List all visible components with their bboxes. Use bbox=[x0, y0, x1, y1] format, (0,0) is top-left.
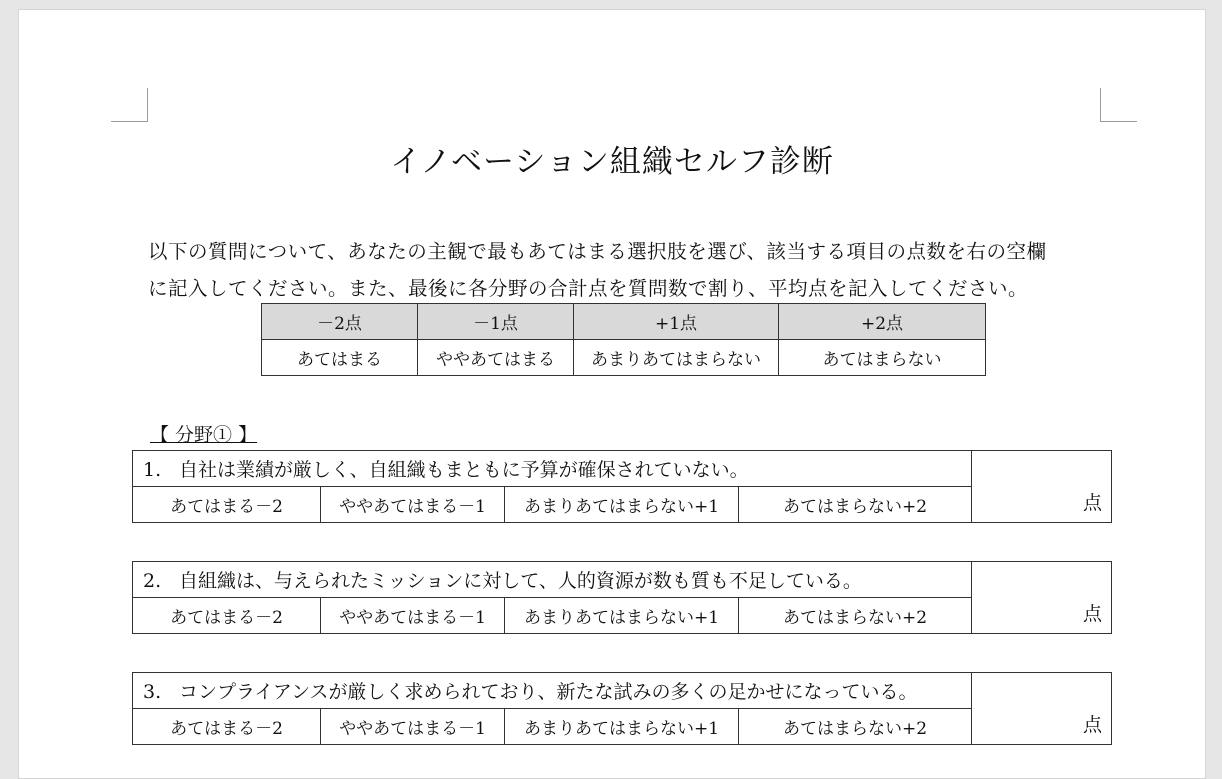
option-cell: あまりあてはまらない+1 bbox=[505, 487, 739, 523]
instructions-paragraph bbox=[148, 233, 1128, 307]
document-title: イノベーション組織セルフ診断 bbox=[390, 144, 834, 180]
section-heading: 【 分野① 】 bbox=[150, 424, 258, 446]
question-row bbox=[133, 562, 1112, 598]
options-row bbox=[133, 487, 1112, 523]
score-unit: 点 bbox=[1082, 603, 1102, 625]
legend-point: +2点 bbox=[779, 304, 986, 340]
document-page bbox=[18, 9, 1206, 779]
legend-point: －1点 bbox=[418, 304, 574, 340]
option-cell: ややあてはまる－1 bbox=[321, 598, 505, 634]
question-table bbox=[132, 561, 1112, 634]
legend-points-row bbox=[262, 304, 986, 340]
margin-corner-mark-top-left bbox=[111, 88, 148, 122]
option-cell: あてはまらない+2 bbox=[739, 487, 972, 523]
question-text: 自社は業績が厳しく、自組織もまともに予算が確保されていない。 bbox=[179, 459, 749, 481]
legend-labels-row bbox=[262, 340, 986, 376]
question-text: 自組織は、与えられたミッションに対して、人的資源が数も質も不足している。 bbox=[179, 570, 862, 592]
question-text-cell bbox=[133, 562, 972, 598]
instructions-line-1: 以下の質問について、あなたの主観で最もあてはまる選択肢を選び、該当する項目の点数を右の空欄 bbox=[148, 240, 1047, 263]
question-number: 2. bbox=[143, 570, 162, 592]
question-text-cell bbox=[133, 673, 972, 709]
option-cell: あてはまる－2 bbox=[133, 487, 321, 523]
scoring-legend-table bbox=[261, 303, 986, 376]
legend-point: －2点 bbox=[262, 304, 418, 340]
margin-corner-mark-top-right bbox=[1100, 88, 1137, 122]
legend-label: あてはまらない bbox=[779, 340, 986, 376]
option-cell: あてはまる－2 bbox=[133, 709, 321, 745]
question-text: コンプライアンスが厳しく求められており、新たな試みの多くの足かせになっている。 bbox=[179, 681, 918, 703]
option-cell: あてはまらない+2 bbox=[739, 709, 972, 745]
question-table bbox=[132, 450, 1112, 523]
legend-label: ややあてはまる bbox=[418, 340, 574, 376]
question-number: 1. bbox=[143, 459, 162, 481]
legend-point: +1点 bbox=[574, 304, 779, 340]
option-cell: ややあてはまる－1 bbox=[321, 709, 505, 745]
option-cell: ややあてはまる－1 bbox=[321, 487, 505, 523]
options-row bbox=[133, 598, 1112, 634]
option-cell: あてはまる－2 bbox=[133, 598, 321, 634]
legend-label: あまりあてはまらない bbox=[574, 340, 779, 376]
score-entry-cell[interactable] bbox=[972, 451, 1112, 523]
question-text-cell bbox=[133, 451, 972, 487]
score-entry-cell[interactable] bbox=[972, 673, 1112, 745]
question-number: 3. bbox=[143, 681, 162, 703]
option-cell: あまりあてはまらない+1 bbox=[505, 709, 739, 745]
score-entry-cell[interactable] bbox=[972, 562, 1112, 634]
question-row bbox=[133, 451, 1112, 487]
question-row bbox=[133, 673, 1112, 709]
score-unit: 点 bbox=[1083, 714, 1103, 736]
legend-label: あてはまる bbox=[262, 340, 418, 376]
instructions-line-2: に記入してください。また、最後に各分野の合計点を質問数で割り、平均点を記入してください。 bbox=[148, 277, 1029, 300]
score-unit: 点 bbox=[1082, 492, 1102, 514]
option-cell: あまりあてはまらない+1 bbox=[505, 598, 739, 634]
option-cell: あてはまらない+2 bbox=[739, 598, 972, 634]
question-table bbox=[132, 672, 1112, 745]
options-row bbox=[133, 709, 1112, 745]
